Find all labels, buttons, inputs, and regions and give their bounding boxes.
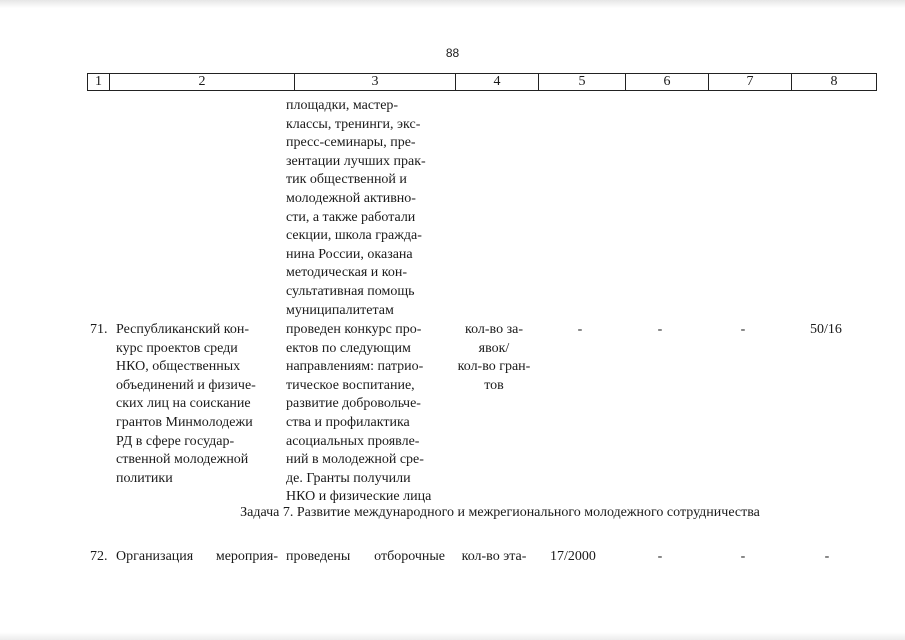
text-line: развитие добровольче- [286, 396, 421, 412]
row-72-col7: - [740, 549, 746, 564]
text-line: ских лиц на соискание [116, 396, 251, 412]
row-72-col5: 17/2000 [550, 549, 596, 564]
header-col-7: 7 [708, 74, 791, 90]
row-71-name [116, 321, 278, 488]
text-line: секции, школа гражда- [286, 228, 422, 244]
page-number: 88 [445, 46, 460, 60]
row-72-col8: - [824, 549, 830, 564]
text-line: Республиканский кон- [116, 322, 249, 337]
text-line: муниципалитетам [286, 302, 394, 318]
text-line: объединений и физиче- [116, 377, 256, 393]
text-line: политики [116, 470, 173, 486]
scan-top-edge [0, 0, 905, 8]
row-72-unit [449, 548, 539, 567]
text-line: грантов Минмолодежи [116, 414, 253, 430]
header-col-2: 2 [109, 74, 294, 90]
header-col-3: 3 [294, 74, 455, 90]
row-71-col8: 50/16 [810, 322, 842, 337]
text-line: ственной молодежной [116, 452, 249, 468]
row-71-result [286, 321, 445, 507]
header-col-6: 6 [625, 74, 708, 90]
text-line: пресс-семинары, пре- [286, 135, 416, 151]
row-71-number: 71. [90, 322, 108, 337]
header-col-4: 4 [455, 74, 538, 90]
text-line: НКО, общественных [116, 359, 241, 375]
text-line: нина России, оказана [286, 246, 413, 262]
text-line: тическое воспитание, [286, 377, 415, 393]
text-line: направлениям: патрио- [286, 359, 424, 375]
text-line: НКО и физические лица [286, 489, 432, 505]
text-line: сти, а также работали [286, 209, 416, 225]
text-line: ний в молодежной сре- [286, 452, 424, 468]
task-7-heading: Задача 7. Развитие международного и межрегионального молодежного сотрудничества [240, 505, 760, 520]
text-line: курс проектов среди [116, 340, 238, 356]
text-line: кол-во за- [465, 322, 523, 337]
text-line: проведены отборочные [286, 549, 445, 564]
text-line: методическая и кон- [286, 265, 408, 281]
row-72-number: 72. [90, 549, 108, 564]
row-71-col5: - [577, 322, 583, 337]
text-line: тов [484, 377, 504, 393]
text-line: явок/ [478, 340, 510, 356]
table-header-row [87, 73, 877, 91]
header-col-8: 8 [791, 74, 876, 90]
text-line: тик общественной и [286, 172, 407, 188]
text-line: проведен конкурс про- [286, 322, 422, 337]
text-line: молодежной активно- [286, 190, 416, 206]
row-72-name [116, 548, 278, 567]
row-71-col7: - [740, 322, 746, 337]
header-col-1: 1 [95, 74, 102, 89]
text-line: РД в сфере государ- [116, 433, 235, 449]
text-line: кол-во гран- [457, 359, 531, 375]
scan-bottom-edge [0, 632, 905, 640]
text-line: Организация мероприя- [116, 549, 278, 564]
text-line: кол-во эта- [461, 549, 527, 564]
text-line: зентации лучших прак- [286, 153, 426, 169]
text-line: асоциальных проявле- [286, 433, 420, 449]
text-line: площадки, мастер- [286, 98, 399, 113]
text-line: классы, тренинги, экс- [286, 116, 421, 132]
text-line: де. Гранты получили [286, 470, 411, 486]
header-col-5: 5 [538, 74, 625, 90]
text-line: ектов по следующим [286, 340, 411, 356]
text-line: ства и профилактика [286, 414, 410, 430]
row-72-result [286, 548, 445, 567]
text-line: сультативная помощь [286, 283, 415, 299]
row-71-unit [449, 321, 539, 395]
row-72-col6: - [657, 549, 663, 564]
continued-row-result [286, 97, 445, 320]
row-71-col6: - [657, 322, 663, 337]
